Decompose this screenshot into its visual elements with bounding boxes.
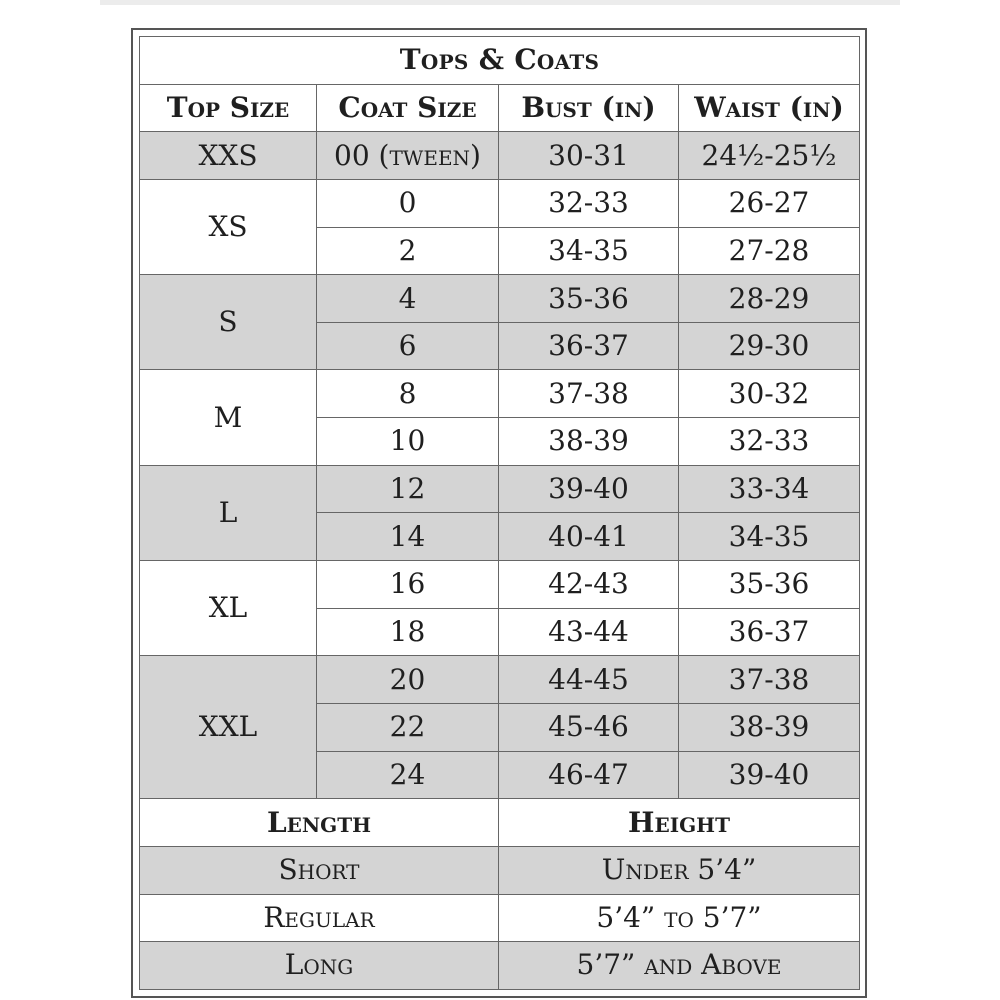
length-row bbox=[140, 894, 860, 942]
coat-size-cell: 4 bbox=[317, 275, 499, 323]
coat-size-cell: 8 bbox=[317, 370, 499, 418]
length-cell: Regular bbox=[140, 894, 499, 942]
coat-size-cell: 14 bbox=[317, 513, 499, 561]
header-bust: Bust (in) bbox=[499, 84, 679, 132]
header-coat-size: Coat Size bbox=[317, 84, 499, 132]
top-divider bbox=[100, 0, 900, 5]
waist-cell: 35-36 bbox=[679, 561, 860, 609]
length-header-row bbox=[140, 799, 860, 847]
table-row bbox=[140, 465, 860, 513]
waist-cell: 28-29 bbox=[679, 275, 860, 323]
chart-title: Tops & Coats bbox=[140, 37, 860, 85]
coat-size-cell: 18 bbox=[317, 608, 499, 656]
bust-cell: 39-40 bbox=[499, 465, 679, 513]
header-length: Length bbox=[140, 799, 499, 847]
bust-cell: 32-33 bbox=[499, 179, 679, 227]
coat-size-cell: 20 bbox=[317, 656, 499, 704]
header-waist: Waist (in) bbox=[679, 84, 860, 132]
table-row bbox=[140, 275, 860, 323]
waist-cell: 39-40 bbox=[679, 751, 860, 799]
bust-cell: 43-44 bbox=[499, 608, 679, 656]
coat-size-cell: 6 bbox=[317, 322, 499, 370]
waist-cell: 33-34 bbox=[679, 465, 860, 513]
length-row bbox=[140, 846, 860, 894]
coat-size-cell: 00 (tween) bbox=[317, 132, 499, 180]
length-row bbox=[140, 942, 860, 990]
top-size-cell: M bbox=[140, 370, 317, 465]
bust-cell: 30-31 bbox=[499, 132, 679, 180]
top-size-cell: L bbox=[140, 465, 317, 560]
bust-cell: 44-45 bbox=[499, 656, 679, 704]
bust-cell: 35-36 bbox=[499, 275, 679, 323]
coat-size-cell: 10 bbox=[317, 418, 499, 466]
bust-cell: 38-39 bbox=[499, 418, 679, 466]
coat-size-cell: 2 bbox=[317, 227, 499, 275]
waist-cell: 37-38 bbox=[679, 656, 860, 704]
header-top-size: Top Size bbox=[140, 84, 317, 132]
top-size-cell: XS bbox=[140, 179, 317, 274]
bust-cell: 37-38 bbox=[499, 370, 679, 418]
title-row bbox=[140, 37, 860, 85]
waist-cell: 38-39 bbox=[679, 703, 860, 751]
height-cell: 5’4” to 5’7” bbox=[499, 894, 860, 942]
top-size-cell: XXL bbox=[140, 656, 317, 799]
table-row bbox=[140, 561, 860, 609]
coat-size-cell: 12 bbox=[317, 465, 499, 513]
waist-cell: 36-37 bbox=[679, 608, 860, 656]
waist-cell: 27-28 bbox=[679, 227, 860, 275]
bust-cell: 46-47 bbox=[499, 751, 679, 799]
height-cell: Under 5’4” bbox=[499, 846, 860, 894]
bust-cell: 40-41 bbox=[499, 513, 679, 561]
table-row bbox=[140, 656, 860, 704]
coat-size-cell: 22 bbox=[317, 703, 499, 751]
table-row bbox=[140, 179, 860, 227]
top-size-cell: XL bbox=[140, 561, 317, 656]
table-row bbox=[140, 132, 860, 180]
bust-cell: 34-35 bbox=[499, 227, 679, 275]
header-row bbox=[140, 84, 860, 132]
coat-size-cell: 0 bbox=[317, 179, 499, 227]
waist-cell: 24½-25½ bbox=[679, 132, 860, 180]
top-size-cell: S bbox=[140, 275, 317, 370]
length-cell: Short bbox=[140, 846, 499, 894]
header-height: Height bbox=[499, 799, 860, 847]
waist-cell: 26-27 bbox=[679, 179, 860, 227]
waist-cell: 32-33 bbox=[679, 418, 860, 466]
bust-cell: 36-37 bbox=[499, 322, 679, 370]
table-row bbox=[140, 370, 860, 418]
height-cell: 5’7” and Above bbox=[499, 942, 860, 990]
size-chart-table bbox=[139, 36, 860, 990]
bust-cell: 45-46 bbox=[499, 703, 679, 751]
length-cell: Long bbox=[140, 942, 499, 990]
coat-size-cell: 16 bbox=[317, 561, 499, 609]
bust-cell: 42-43 bbox=[499, 561, 679, 609]
waist-cell: 30-32 bbox=[679, 370, 860, 418]
waist-cell: 34-35 bbox=[679, 513, 860, 561]
top-size-cell: XXS bbox=[140, 132, 317, 180]
waist-cell: 29-30 bbox=[679, 322, 860, 370]
coat-size-cell: 24 bbox=[317, 751, 499, 799]
